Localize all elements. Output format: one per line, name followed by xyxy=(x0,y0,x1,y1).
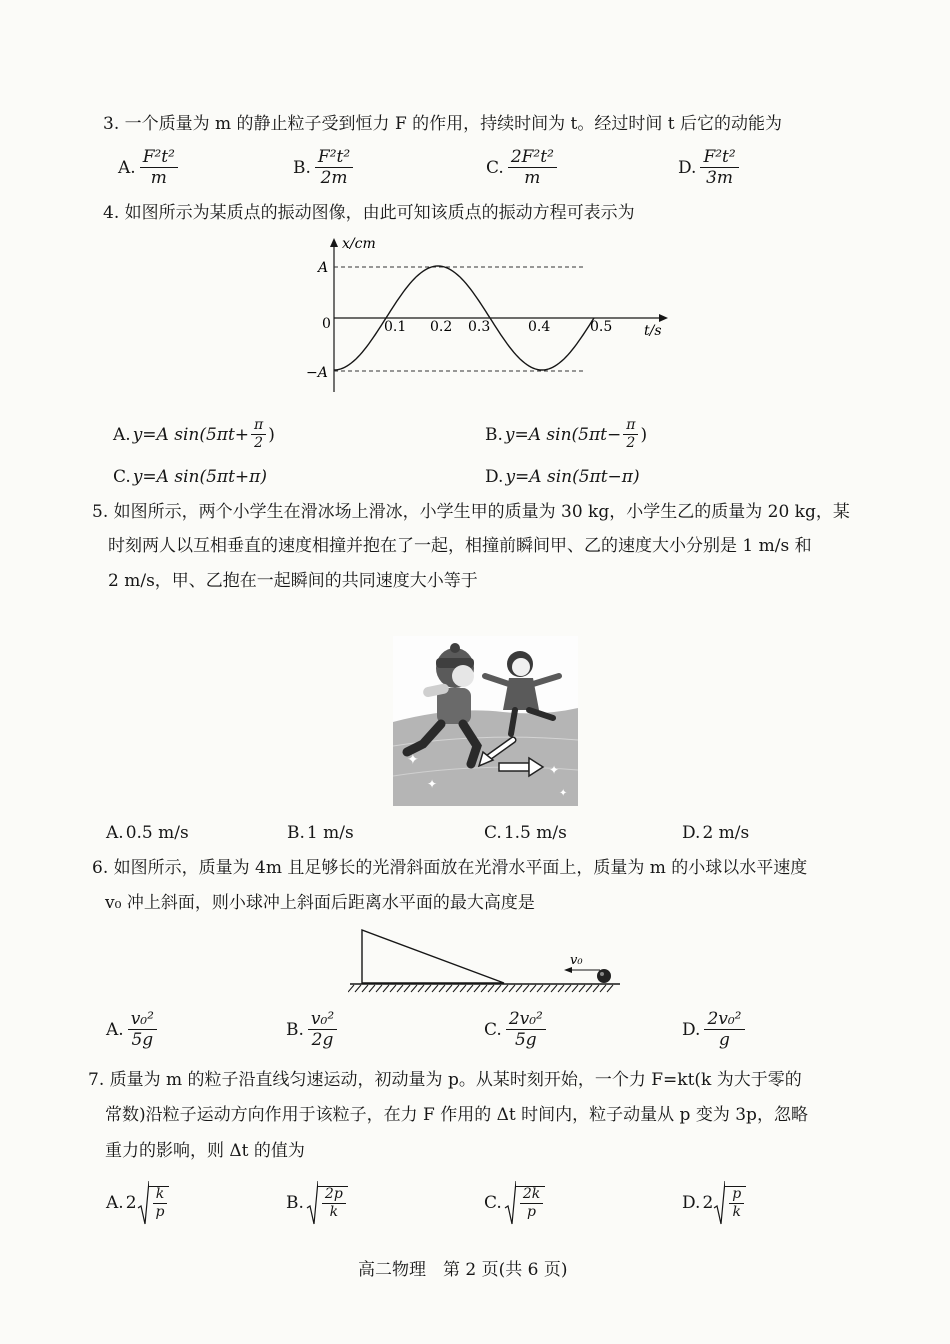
q5-stem-line3: 2 m/s，甲、乙抱在一起瞬间的共同速度大小等于 xyxy=(108,571,478,591)
hatch-line xyxy=(425,985,431,992)
q6-option-b: B. $\frac{\text{v₀²}}{2g}$ xyxy=(286,1010,339,1049)
hatch-line xyxy=(572,985,578,992)
q4-option-c: C. y=A sin(5πt+π) xyxy=(113,467,267,487)
sqrt-icon: $\frac{p}{k}$ xyxy=(713,1180,746,1226)
hatch-line xyxy=(600,985,606,992)
q7-stem-line1: 7. 质量为 m 的粒子沿直线匀速运动，初动量为 p。从某时刻开始，一个力 F=kt(k 为大于零的 xyxy=(88,1070,802,1090)
sqrt-icon: $\frac{2p}{k}$ xyxy=(306,1180,348,1226)
q3-option-d: D. $\frac{\text{F²t²}}{3m}$ xyxy=(678,148,741,187)
hatch-line xyxy=(404,985,410,992)
svg-text:✦: ✦ xyxy=(407,752,419,768)
x-axis-label: t/s xyxy=(644,323,662,339)
svg-text:✦: ✦ xyxy=(427,777,438,791)
sqrt-icon: $\frac{2k}{p}$ xyxy=(504,1180,545,1226)
hatch-line xyxy=(474,985,480,992)
svg-text:✦: ✦ xyxy=(559,788,568,799)
hatch-line xyxy=(530,985,536,992)
q3-option-c: C. $\frac{\text{2F²t²}}{m}$ xyxy=(486,148,559,187)
ground-hatching xyxy=(348,985,613,992)
q4-vibration-graph xyxy=(300,232,680,402)
q6-option-a: A. $\frac{\text{v₀²}}{5g}$ xyxy=(106,1010,159,1049)
q6-option-c: C. $\frac{\text{2v₀²}}{5g}$ xyxy=(484,1010,548,1049)
hatch-line xyxy=(460,985,466,992)
hatch-line xyxy=(523,985,529,992)
hatch-line xyxy=(565,985,571,992)
tick-label: 0.5 xyxy=(590,319,613,335)
hatch-line xyxy=(481,985,487,992)
hatch-line xyxy=(509,985,515,992)
hatch-line xyxy=(495,985,501,992)
hatch-line xyxy=(558,985,564,992)
hatch-line xyxy=(376,985,382,992)
q6-stem-line2: v₀ 冲上斜面，则小球冲上斜面后距离水平面的最大高度是 xyxy=(105,893,535,913)
inclined-plane xyxy=(362,930,504,983)
velocity-label: v₀ xyxy=(570,953,583,968)
tick-label: 0.1 xyxy=(384,319,407,335)
q3-option-b: B. $\frac{\text{F²t²}}{2m}$ xyxy=(293,148,355,187)
hatch-line xyxy=(411,985,417,992)
hatch-line xyxy=(369,985,375,992)
q4-stem: 4. 如图所示为某质点的振动图像，由此可知该质点的振动方程可表示为 xyxy=(103,203,635,223)
hatch-line xyxy=(439,985,445,992)
q4-option-b: B. y=A sin(5πt− $\frac{\pi}{2}$ ) xyxy=(485,417,648,451)
x-axis-arrow xyxy=(659,314,668,322)
hatch-line xyxy=(383,985,389,992)
q7-stem-line3: 重力的影响，则 Δt 的值为 xyxy=(105,1141,305,1161)
q7-option-c: C. $\frac{2k}{p}$ xyxy=(484,1180,545,1226)
q7-stem-line2: 常数)沿粒子运动方向作用于该粒子，在力 F 作用的 Δt 时间内，粒子动量从 p 变为 3p，忽略 xyxy=(105,1105,808,1125)
q5-skaters-illustration xyxy=(393,636,578,806)
hatch-line xyxy=(453,985,459,992)
hatch-line xyxy=(537,985,543,992)
q7-option-b: B. $\frac{2p}{k}$ xyxy=(286,1180,348,1226)
hatch-line xyxy=(418,985,424,992)
y-axis-label: x/cm xyxy=(342,236,376,252)
hatch-line xyxy=(502,985,508,992)
y-axis-arrow xyxy=(330,238,338,247)
q4-option-a: A. y=A sin(5πt+ $\frac{\pi}{2}$ ) xyxy=(113,417,275,451)
q5-stem-line1: 5. 如图所示，两个小学生在滑冰场上滑冰，小学生甲的质量为 30 kg，小学生乙的质量为 20 kg，某 xyxy=(92,502,850,522)
hatch-line xyxy=(551,985,557,992)
q3-option-a: A. $\frac{\text{F²t²}}{m}$ xyxy=(118,148,180,187)
tick-label: 0.2 xyxy=(430,319,453,335)
hatch-line xyxy=(516,985,522,992)
q7-option-d: D. 2 $\frac{p}{k}$ xyxy=(682,1180,746,1226)
hatch-line xyxy=(607,985,613,992)
hatch-line xyxy=(397,985,403,992)
q5-option-c: C. 1.5 m/s xyxy=(484,823,567,843)
q5-option-b: B. 1 m/s xyxy=(287,823,354,843)
hatch-line xyxy=(467,985,473,992)
q5-option-d: D. 2 m/s xyxy=(682,823,750,843)
q5-option-a: A. 0.5 m/s xyxy=(106,823,189,843)
q6-stem-line1: 6. 如图所示，质量为 4m 且足够长的光滑斜面放在光滑水平面上，质量为 m 的小球以水平速度 xyxy=(92,858,808,878)
hatch-line xyxy=(488,985,494,992)
hatch-line xyxy=(544,985,550,992)
hatch-line xyxy=(586,985,592,992)
tick-label: 0.4 xyxy=(528,319,551,335)
q6-option-d: D. $\frac{\text{2v₀²}}{g}$ xyxy=(682,1010,747,1049)
svg-text:✦: ✦ xyxy=(549,763,560,777)
q7-option-a: A. 2 $\frac{k}{p}$ xyxy=(106,1180,169,1226)
tick-label: 0.3 xyxy=(468,319,491,335)
q5-stem-line2: 时刻两人以互相垂直的速度相撞并抱在了一起，相撞前瞬间甲、乙的速度大小分别是 1 m/s 和 xyxy=(108,536,812,556)
q4-option-d: D. y=A sin(5πt−π) xyxy=(485,467,640,487)
origin-label: 0 xyxy=(322,316,331,332)
hatch-line xyxy=(390,985,396,992)
neg-amplitude-label: −A xyxy=(306,365,328,381)
q6-incline-diagram xyxy=(348,924,623,996)
hatch-line xyxy=(432,985,438,992)
hatch-line xyxy=(348,985,354,992)
ball-icon xyxy=(597,969,611,983)
hatch-line xyxy=(362,985,368,992)
hatch-line xyxy=(579,985,585,992)
hatch-line xyxy=(593,985,599,992)
amplitude-label: A xyxy=(318,260,329,276)
hatch-line xyxy=(446,985,452,992)
q3-stem: 3. 一个质量为 m 的静止粒子受到恒力 F 的作用，持续时间为 t。经过时间 t 后它的动能为 xyxy=(103,114,783,134)
hatch-line xyxy=(355,985,361,992)
page-footer: 高二物理 第 2 页(共 6 页) xyxy=(358,1260,568,1280)
sqrt-icon: $\frac{k}{p}$ xyxy=(137,1180,170,1226)
